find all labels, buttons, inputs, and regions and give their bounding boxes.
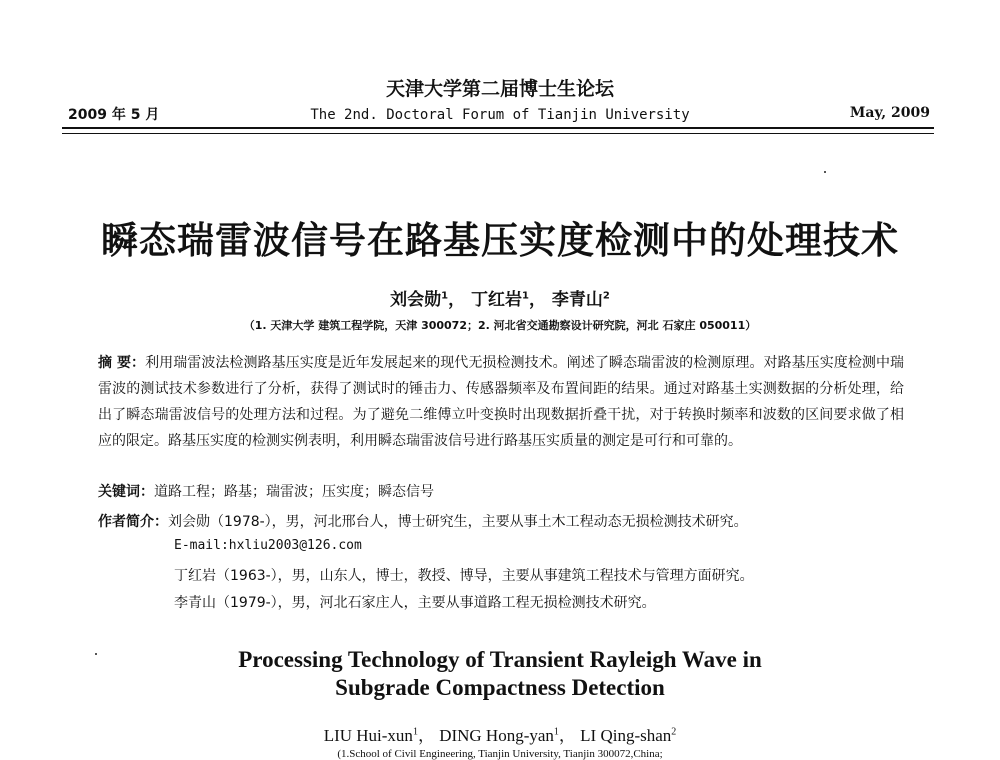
author-name-en: DING Hong-yan [439, 726, 554, 745]
affiliation-en: (1.School of Civil Engineering, Tianjin University, Tianjin 300072,China; [337, 748, 663, 760]
author-name-cn: 刘会勋 [390, 290, 442, 310]
author-affil-mark: 2 [602, 290, 610, 302]
bio-label: 作者简介： [98, 514, 168, 530]
title-en-line-1: Processing Technology of Transient Rayleigh Wave in [238, 647, 762, 672]
scan-speck [824, 171, 826, 173]
author-list-en: LIU Hui-xun$^1$， DING Hong-yan$^1$， LI Qing-shan$^2$ [323, 726, 677, 745]
paper-title-en [0, 646, 1000, 702]
abstract-text: 利用瑞雷波法检测路基压实度是近年发展起来的现代无损检测技术。阐述了瞬态瑞雷波的检测原理。对路基压实度检测中瑞雷波的测试技术参数进行了分析，获得了测试时的锤击力、传感器频率及布置间距的结果。通过对路基土实测数据的分析处理，给出了瞬态瑞雷波信号的处理方法和过程。为了避免二维傅立叶变换时出现数据折叠干扰，对于转换时频率和波数的区间要求做了相应的限定。路基压实度的检测实例表明，利用瞬态瑞雷波信号进行路基压实质量的测定是可行和可靠的。 [98, 355, 904, 449]
author-bio-line [98, 511, 748, 531]
title-en-line-2: Subgrade Compactness Detection [335, 675, 665, 700]
author-affil-mark: 1 [522, 290, 529, 302]
author-email: E-mail:hxliu2003@126.com [174, 538, 362, 553]
journal-name-cn: 天津大学第二届博士生论坛 [385, 78, 614, 100]
paper-title-cn: 瞬态瑞雷波信号在路基压实度检测中的处理技术 [101, 219, 899, 262]
author-affil-mark: 1 [441, 290, 449, 302]
issue-date-cn: 2009 年 5 月 [68, 107, 160, 123]
author-name-en: LIU Hui-xun [323, 726, 413, 745]
author-name-en: LI Qing-shan [580, 726, 672, 745]
abstract-label: 摘 要： [98, 355, 146, 371]
author-bio-2: 丁红岩（1963-），男，山东人，博士，教授、博导，主要从事建筑工程技术与管理方面研究。 [174, 568, 754, 584]
header-rule-thick [62, 127, 934, 129]
header-rule-thin [62, 133, 934, 134]
author-bio-1: 刘会勋（1978-），男，河北邢台人，博士研究生，主要从事土木工程动态无损检测技术研究。 [168, 514, 748, 530]
author-bio-3: 李青山（1979-），男，河北石家庄人，主要从事道路工程无损检测技术研究。 [174, 595, 656, 611]
author-affil-mark: 2 [671, 726, 677, 738]
scan-speck [95, 653, 97, 655]
keywords-label: 关键词： [98, 484, 154, 500]
abstract-cn [98, 350, 904, 454]
journal-name-en: The 2nd. Doctoral Forum of Tianjin University [310, 107, 690, 123]
keywords-text: 道路工程；路基；瑞雷波；压实度；瞬态信号 [154, 484, 434, 500]
author-name-cn: 丁红岩 [471, 290, 523, 310]
affiliation-cn: （1. 天津大学 建筑工程学院，天津 300072；2. 河北省交通勘察设计研究院，河北 石家庄 050011） [243, 319, 757, 332]
issue-date-en: May, 2009 [849, 105, 930, 121]
author-affil-mark: 1 [412, 726, 418, 738]
author-name-cn: 李青山 [551, 290, 603, 310]
author-list-cn: 刘会勋$^1$， 丁红岩$^1$， 李青山$^2$ [390, 290, 610, 310]
keywords-line [98, 481, 434, 501]
author-affil-mark: 1 [553, 726, 559, 738]
